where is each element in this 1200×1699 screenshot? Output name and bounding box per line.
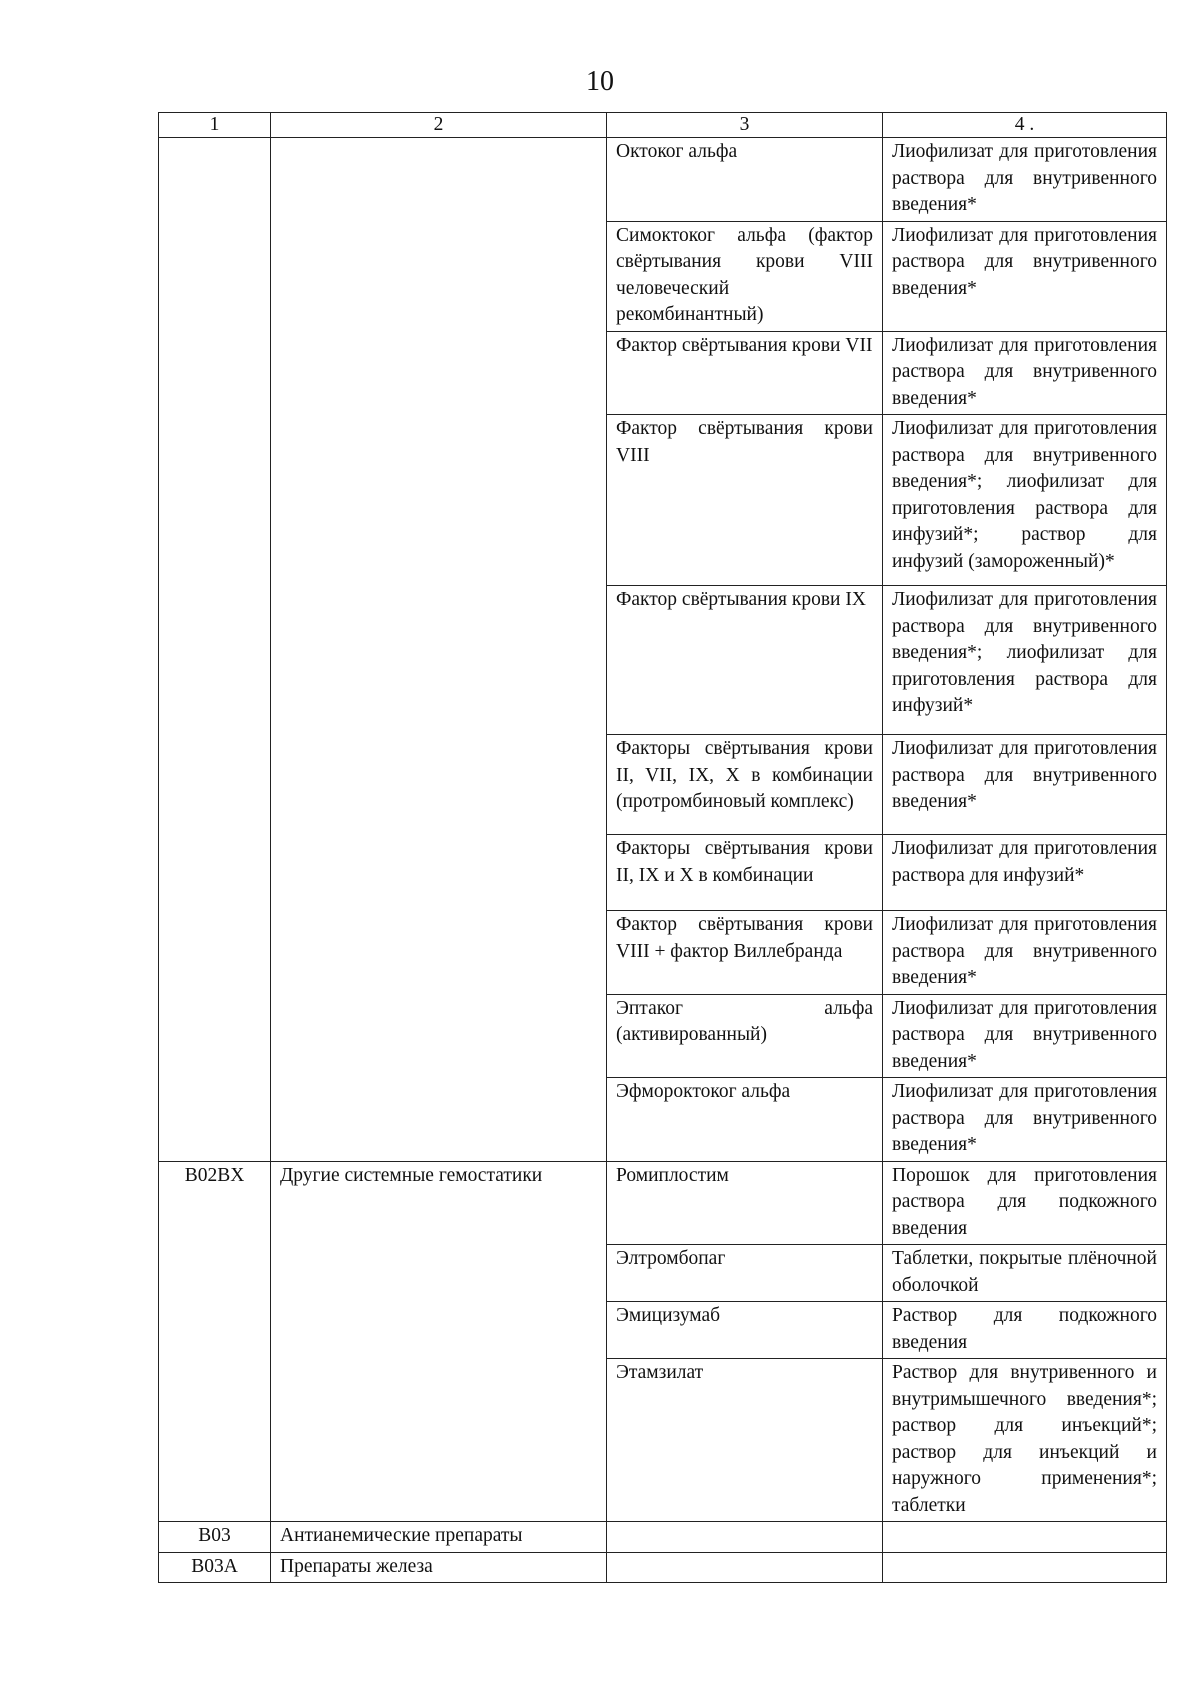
- drug-name: Ромиплостим: [607, 1161, 883, 1245]
- drug-name: Факторы свёртывания крови II, IX и X в комбинации: [607, 835, 883, 911]
- atc-group-title: Антианемические препараты: [271, 1522, 607, 1553]
- drug-name-empty: [607, 1552, 883, 1583]
- atc-code-cell-empty: [159, 138, 271, 1162]
- atc-code: B03: [159, 1522, 271, 1553]
- table-row: [159, 1552, 1167, 1583]
- header-col-3: 3: [607, 113, 883, 138]
- atc-group-cell-empty: [271, 138, 607, 1162]
- header-col-2: 2: [271, 113, 607, 138]
- dosage-form: Лиофилизат для приготовления раствора для внутривенного введения*: [883, 735, 1167, 835]
- drug-name: Этамзилат: [607, 1359, 883, 1522]
- drug-name: Фактор свёртывания крови VII: [607, 331, 883, 415]
- dosage-form: Лиофилизат для приготовления раствора для внутривенного введения*: [883, 911, 1167, 995]
- page-number: 10: [586, 66, 614, 97]
- table-row: [159, 1161, 1167, 1245]
- dosage-form: Лиофилизат для приготовления раствора для внутривенного введения*: [883, 1078, 1167, 1162]
- table-row: [159, 138, 1167, 222]
- dosage-form: Лиофилизат для приготовления раствора для внутривенного введения*; лиофилизат для приготовления раствора для инфузий*: [883, 586, 1167, 735]
- drug-name: Симоктоког альфа (фактор свёртывания крови VIII человеческий рекомбинантный): [607, 221, 883, 331]
- drug-name: Элтромбопаг: [607, 1245, 883, 1302]
- table-header-row: [159, 113, 1167, 138]
- dosage-form: Лиофилизат для приготовления раствора для внутривенного введения*: [883, 221, 1167, 331]
- drug-table: [158, 112, 1167, 1583]
- dosage-form: Лиофилизат для приготовления раствора для внутривенного введения*: [883, 331, 1167, 415]
- drug-name: Факторы свёртывания крови II, VII, IX, X в комбинации (протромбиновый комплекс): [607, 735, 883, 835]
- dosage-form: Лиофилизат для приготовления раствора для внутривенного введения*: [883, 138, 1167, 222]
- dosage-form: Раствор для подкожного введения: [883, 1302, 1167, 1359]
- dosage-form: Порошок для приготовления раствора для подкожного введения: [883, 1161, 1167, 1245]
- dosage-form: Раствор для внутривенного и внутримышечного введения*; раствор для инъекций*; раствор для инъекций и наружного применения*; таблетки: [883, 1359, 1167, 1522]
- drug-name: Фактор свёртывания крови VIII: [607, 415, 883, 586]
- dosage-form: Лиофилизат для приготовления раствора для внутривенного введения*; лиофилизат для приготовления раствора для инфузий*; раствор для инфузий (замороженный)*: [883, 415, 1167, 586]
- dosage-form: Лиофилизат для приготовления раствора для внутривенного введения*: [883, 994, 1167, 1078]
- drug-name: Фактор свёртывания крови IX: [607, 586, 883, 735]
- dosage-form: Таблетки, покрытые плёночной оболочкой: [883, 1245, 1167, 1302]
- dosage-form: Лиофилизат для приготовления раствора для инфузий*: [883, 835, 1167, 911]
- drug-name-empty: [607, 1522, 883, 1553]
- header-col-4: 4 .: [883, 113, 1167, 138]
- atc-code: B03A: [159, 1552, 271, 1583]
- drug-name: Эмицизумаб: [607, 1302, 883, 1359]
- drug-name: Фактор свёртывания крови VIII + фактор Виллебранда: [607, 911, 883, 995]
- atc-code: B02BX: [159, 1161, 271, 1522]
- dosage-form-empty: [883, 1552, 1167, 1583]
- drug-name: Эфмороктоког альфа: [607, 1078, 883, 1162]
- drug-name: Октоког альфа: [607, 138, 883, 222]
- table-row: [159, 1522, 1167, 1553]
- dosage-form-empty: [883, 1522, 1167, 1553]
- atc-group-title: Другие системные гемостатики: [271, 1161, 607, 1522]
- drug-name: Эптаког альфа (активированный): [607, 994, 883, 1078]
- header-col-1: 1: [159, 113, 271, 138]
- atc-group-title: Препараты железа: [271, 1552, 607, 1583]
